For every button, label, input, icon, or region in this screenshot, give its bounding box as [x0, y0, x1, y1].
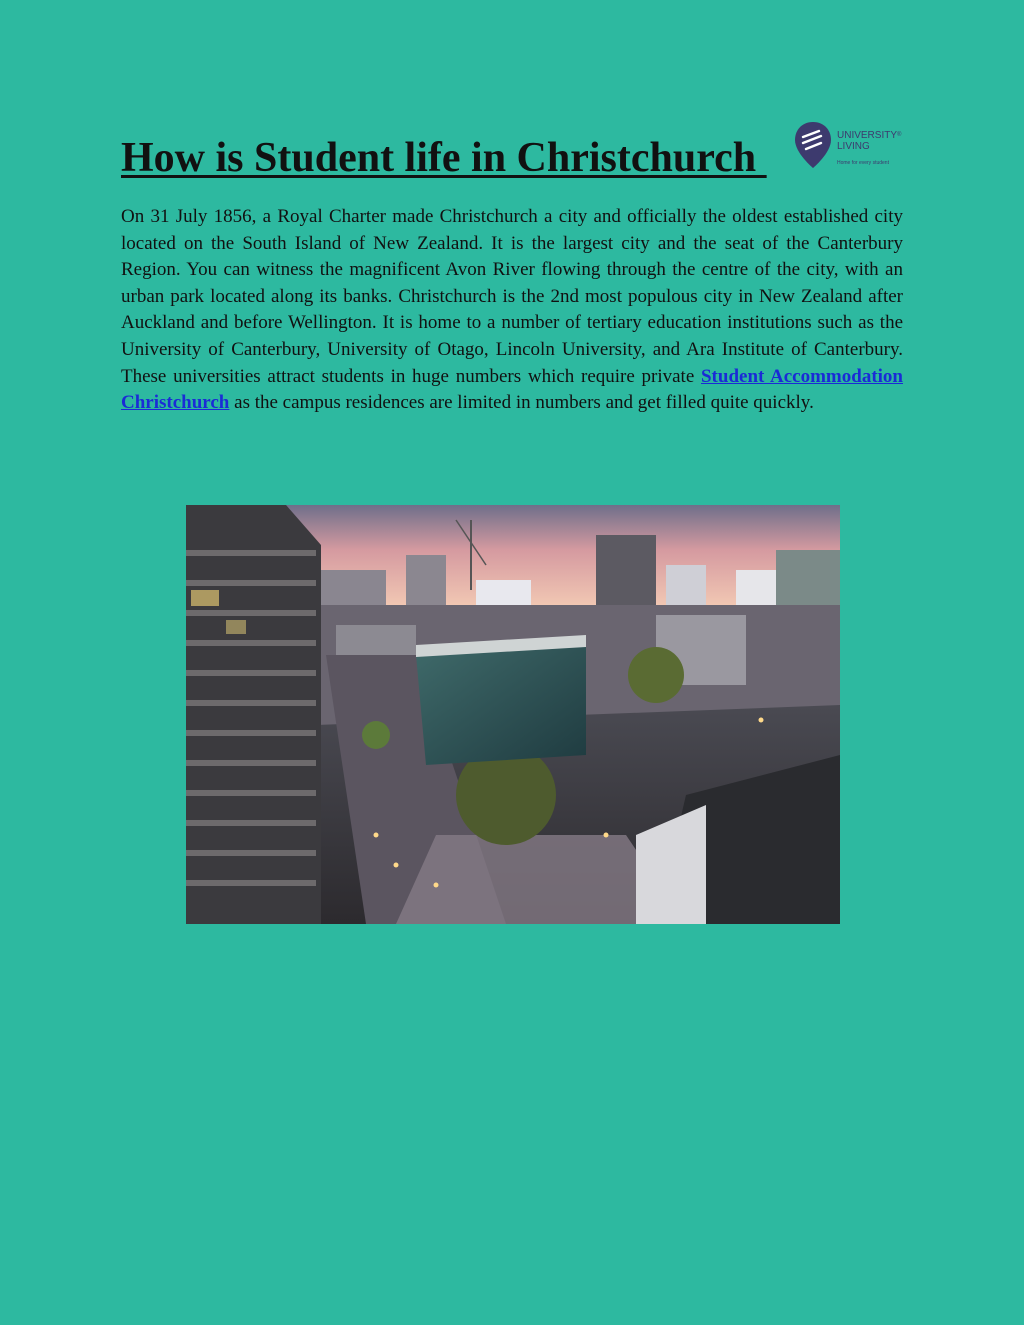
- paragraph-text-end: as the campus residences are limited in numbers and get filled quite quickly.: [229, 392, 814, 414]
- christchurch-city-photo: [186, 505, 840, 924]
- university-living-logo: [793, 120, 905, 172]
- body-paragraph: [121, 204, 903, 417]
- logo-tagline: Home for every student: [837, 160, 889, 166]
- location-pin-icon: [793, 120, 833, 172]
- page-title: How is Student life in Christchurch: [121, 135, 767, 181]
- student-accommodation-link[interactable]: Student Accommodation Christchurch: [121, 365, 903, 414]
- paragraph-text-start: On 31 July 1856, a Royal Charter made Christchurch a city and officially the oldest established city located on the South Island of New Zealand. It is the largest city and the seat of the Canterbury Region. You can witness the magnificent Avon River flowing through the centre of the city, with an urban park located along its banks. Christchurch is the 2nd most populous city in New Zealand after Auckland and before Wellington. It is home to a number of tertiary education institutions such as the University of Canterbury, University of Otago, Lincoln University, and Ara Institute of Canterbury. These universities attract students in huge numbers which require private: [121, 206, 903, 387]
- logo-wordmark: UNIVERSITY® LIVING: [837, 130, 902, 152]
